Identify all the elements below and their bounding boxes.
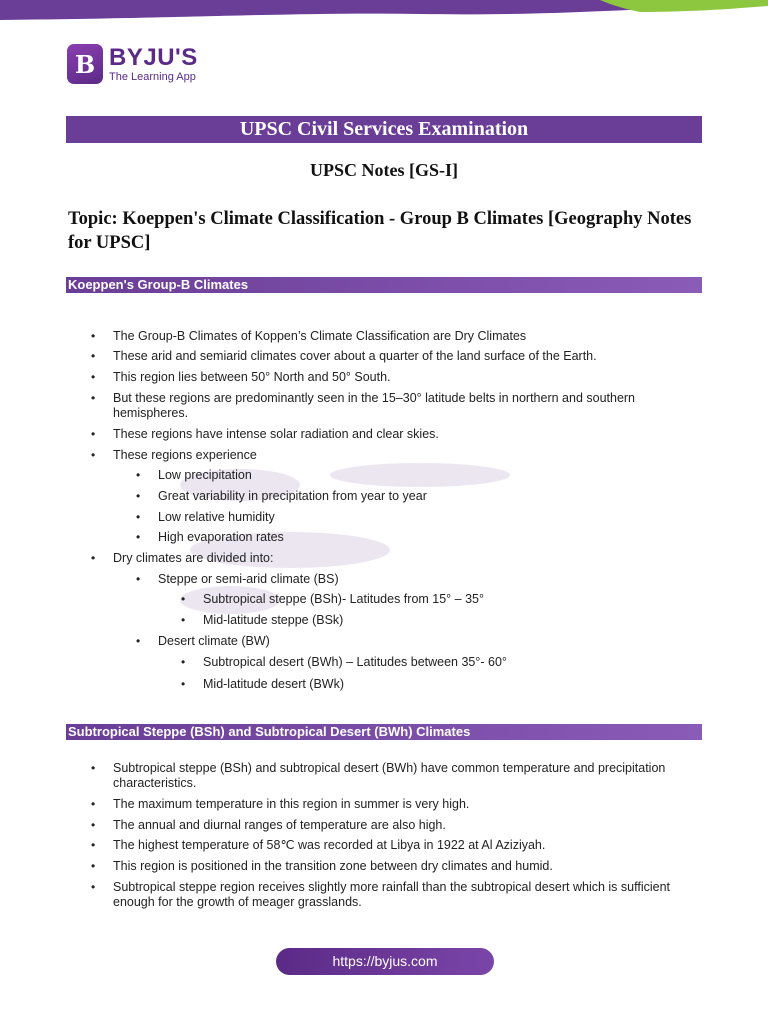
header-decoration bbox=[0, 0, 768, 22]
bullet-icon: • bbox=[91, 391, 96, 405]
logo-text bbox=[109, 43, 198, 83]
list-item: • Subtropical steppe (BSh) and subtropical desert (BWh) have common temperature and precipitation characteristics. bbox=[91, 761, 666, 790]
logo-name: BYJU'S bbox=[109, 43, 198, 71]
header-wave-graphic bbox=[0, 0, 768, 22]
list-item: • Subtropical steppe region receives slightly more rainfall than the subtropical desert which is sufficient enough for the growth of meager grasslands. bbox=[91, 880, 671, 909]
bullet-icon: • bbox=[91, 370, 96, 384]
list-item: • Low relative humidity bbox=[136, 510, 275, 524]
bullet-icon: • bbox=[136, 489, 141, 503]
footer-url-link[interactable]: https://byjus.com bbox=[276, 948, 494, 975]
bullet-icon: • bbox=[91, 880, 96, 894]
list-item: • Low precipitation bbox=[136, 468, 252, 482]
list-item: • The Group-B Climates of Koppen’s Climate Classification are Dry Climates bbox=[91, 329, 527, 343]
bullet-icon: • bbox=[91, 859, 96, 873]
list-item: • Great variability in precipitation from year to year bbox=[136, 489, 427, 503]
bullet-icon: • bbox=[181, 655, 186, 669]
list-item: • These regions have intense solar radiation and clear skies. bbox=[91, 427, 439, 441]
topic-heading: Topic: Koeppen's Climate Classification - Group B Climates [Geography Notes for UPSC] bbox=[68, 209, 692, 253]
bullet-icon: • bbox=[181, 613, 186, 627]
list-item: • This region lies between 50° North and 50° South. bbox=[91, 370, 391, 384]
bullet-icon: • bbox=[91, 427, 96, 441]
bullet-icon: • bbox=[91, 761, 96, 775]
logo-tagline: The Learning App bbox=[109, 70, 196, 83]
notes-title: UPSC Notes [GS-I] bbox=[310, 160, 458, 180]
list-item: • These arid and semiarid climates cover about a quarter of the land surface of the Earth. bbox=[91, 349, 597, 363]
bullet-icon: • bbox=[91, 448, 96, 462]
list-item: • The annual and diurnal ranges of temperature are also high. bbox=[91, 818, 446, 832]
bullet-icon: • bbox=[136, 572, 141, 586]
list-item: • Subtropical desert (BWh) – Latitudes between 35°- 60° bbox=[181, 655, 507, 669]
section-title-group-b: Koeppen's Group-B Climates bbox=[66, 277, 702, 293]
list-item: • Steppe or semi-arid climate (BS) bbox=[136, 572, 339, 586]
bullet-icon: • bbox=[91, 838, 96, 852]
list-item: • This region is positioned in the transition zone between dry climates and humid. bbox=[91, 859, 553, 873]
bullet-icon: • bbox=[91, 349, 96, 363]
list-item: • Subtropical steppe (BSh)- Latitudes from 15° – 35° bbox=[181, 592, 484, 606]
list-item: • Mid-latitude steppe (BSk) bbox=[181, 613, 344, 627]
logo-badge: B bbox=[67, 44, 103, 84]
bullet-icon: • bbox=[91, 818, 96, 832]
exam-banner: UPSC Civil Services Examination bbox=[66, 116, 702, 143]
bullet-icon: • bbox=[91, 551, 96, 565]
bullet-icon: • bbox=[91, 797, 96, 811]
byjus-logo bbox=[67, 44, 198, 84]
bullet-icon: • bbox=[181, 677, 186, 691]
list-item: • Desert climate (BW) bbox=[136, 634, 270, 648]
list-item: • Dry climates are divided into: bbox=[91, 551, 274, 565]
list-item: • The highest temperature of 58℃ was recorded at Libya in 1922 at Al Aziziyah. bbox=[91, 838, 546, 852]
list-item: • The maximum temperature in this region in summer is very high. bbox=[91, 797, 470, 811]
bullet-icon: • bbox=[91, 329, 96, 343]
section-title-bsh-bwh: Subtropical Steppe (BSh) and Subtropical Desert (BWh) Climates bbox=[66, 724, 702, 740]
bullet-icon: • bbox=[136, 468, 141, 482]
bullet-icon: • bbox=[136, 634, 141, 648]
list-item: • But these regions are predominantly seen in the 15–30° latitude belts in northern and southern hemispheres. bbox=[91, 391, 636, 420]
bullet-icon: • bbox=[136, 530, 141, 544]
bullet-icon: • bbox=[136, 510, 141, 524]
list-item: • These regions experience bbox=[91, 448, 257, 462]
list-item: • Mid-latitude desert (BWk) bbox=[181, 677, 345, 691]
bullet-icon: • bbox=[181, 592, 186, 606]
list-item: • High evaporation rates bbox=[136, 530, 284, 544]
